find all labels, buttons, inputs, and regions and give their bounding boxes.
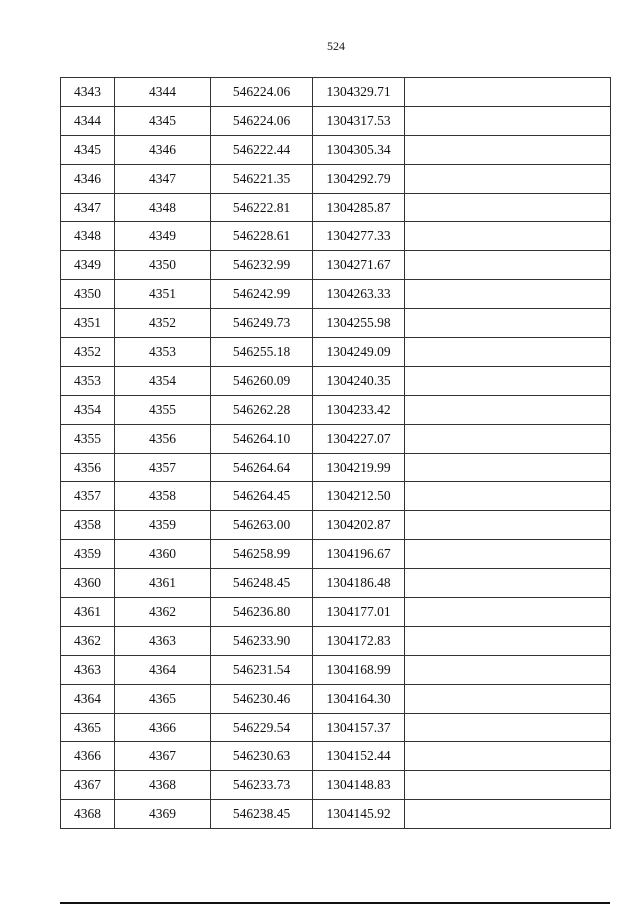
table-row: [61, 598, 611, 627]
table-cell: 4358: [115, 482, 211, 511]
table-cell: 1304277.33: [313, 222, 405, 251]
table-cell: [405, 453, 611, 482]
table-cell: 546262.28: [211, 395, 313, 424]
table-cell: [405, 598, 611, 627]
table-row: [61, 424, 611, 453]
table-body: [61, 78, 611, 829]
table-cell: 4357: [115, 453, 211, 482]
table-cell: 4352: [115, 309, 211, 338]
table-cell: 4350: [115, 251, 211, 280]
table-cell: 4356: [115, 424, 211, 453]
table-cell: 546258.99: [211, 540, 313, 569]
table-row: [61, 800, 611, 829]
table-row: [61, 366, 611, 395]
table-cell: 1304240.35: [313, 366, 405, 395]
table-cell: 4364: [115, 655, 211, 684]
table-cell: 4357: [61, 482, 115, 511]
table-cell: 4347: [115, 164, 211, 193]
table-cell: [405, 511, 611, 540]
table-cell: 546230.46: [211, 684, 313, 713]
table-cell: 4363: [115, 626, 211, 655]
table-cell: 4366: [61, 742, 115, 771]
table-cell: 4368: [61, 800, 115, 829]
table-cell: 4365: [115, 684, 211, 713]
table-cell: 546224.06: [211, 106, 313, 135]
table-cell: [405, 540, 611, 569]
table-cell: 4366: [115, 713, 211, 742]
table-cell: 1304249.09: [313, 338, 405, 367]
table-cell: [405, 424, 611, 453]
table-cell: [405, 626, 611, 655]
table-cell: 546249.73: [211, 309, 313, 338]
table-row: [61, 222, 611, 251]
table-cell: 546264.45: [211, 482, 313, 511]
table-cell: [405, 78, 611, 107]
table-cell: 1304292.79: [313, 164, 405, 193]
table-cell: 4360: [61, 569, 115, 598]
table-cell: 4369: [115, 800, 211, 829]
table-row: [61, 655, 611, 684]
table-row: [61, 713, 611, 742]
table-cell: 4343: [61, 78, 115, 107]
table-cell: [405, 800, 611, 829]
table-cell: 4359: [61, 540, 115, 569]
table-row: [61, 193, 611, 222]
table-cell: [405, 135, 611, 164]
table-cell: 546222.44: [211, 135, 313, 164]
table-cell: [405, 222, 611, 251]
table-cell: 546233.90: [211, 626, 313, 655]
table-cell: 1304255.98: [313, 309, 405, 338]
table-cell: [405, 251, 611, 280]
table-row: [61, 164, 611, 193]
table-cell: [405, 684, 611, 713]
table-cell: 4362: [61, 626, 115, 655]
table-cell: 4350: [61, 280, 115, 309]
table-cell: [405, 395, 611, 424]
coordinate-table: [60, 77, 611, 829]
table-cell: 546263.00: [211, 511, 313, 540]
table-cell: 4367: [115, 742, 211, 771]
table-cell: 1304233.42: [313, 395, 405, 424]
table-cell: 4344: [61, 106, 115, 135]
table-cell: 4354: [61, 395, 115, 424]
table-cell: 546248.45: [211, 569, 313, 598]
table-cell: 1304196.67: [313, 540, 405, 569]
table-cell: 1304168.99: [313, 655, 405, 684]
table-cell: 1304186.48: [313, 569, 405, 598]
table-row: [61, 511, 611, 540]
table-cell: 4345: [115, 106, 211, 135]
table-cell: 546255.18: [211, 338, 313, 367]
table-row: [61, 106, 611, 135]
table-cell: 1304152.44: [313, 742, 405, 771]
table-cell: 4351: [61, 309, 115, 338]
table-row: [61, 251, 611, 280]
table-cell: 546228.61: [211, 222, 313, 251]
table-cell: 546229.54: [211, 713, 313, 742]
table-cell: 1304202.87: [313, 511, 405, 540]
table-row: [61, 309, 611, 338]
table-cell: [405, 713, 611, 742]
table-cell: 4347: [61, 193, 115, 222]
table-row: [61, 338, 611, 367]
table-cell: [405, 280, 611, 309]
table-cell: 1304263.33: [313, 280, 405, 309]
table-row: [61, 684, 611, 713]
table-row: [61, 453, 611, 482]
table-cell: 546224.06: [211, 78, 313, 107]
table-cell: 1304227.07: [313, 424, 405, 453]
table-row: [61, 626, 611, 655]
table-cell: 546264.64: [211, 453, 313, 482]
table-cell: 1304212.50: [313, 482, 405, 511]
coordinate-table-container: [60, 77, 611, 829]
table-cell: 4361: [115, 569, 211, 598]
table-cell: [405, 569, 611, 598]
table-cell: 1304164.30: [313, 684, 405, 713]
table-row: [61, 569, 611, 598]
table-cell: 546236.80: [211, 598, 313, 627]
table-cell: 4354: [115, 366, 211, 395]
table-cell: 4349: [61, 251, 115, 280]
table-cell: 4352: [61, 338, 115, 367]
table-row: [61, 742, 611, 771]
table-cell: 4348: [115, 193, 211, 222]
table-cell: 4358: [61, 511, 115, 540]
table-cell: [405, 164, 611, 193]
table-cell: 4351: [115, 280, 211, 309]
table-cell: 4346: [115, 135, 211, 164]
table-cell: 1304219.99: [313, 453, 405, 482]
table-cell: 1304317.53: [313, 106, 405, 135]
table-cell: [405, 742, 611, 771]
table-cell: 4353: [115, 338, 211, 367]
table-cell: 546222.81: [211, 193, 313, 222]
table-cell: 4362: [115, 598, 211, 627]
table-cell: 1304305.34: [313, 135, 405, 164]
table-cell: 4349: [115, 222, 211, 251]
table-row: [61, 482, 611, 511]
table-cell: 4356: [61, 453, 115, 482]
table-cell: [405, 338, 611, 367]
table-cell: 546233.73: [211, 771, 313, 800]
table-row: [61, 135, 611, 164]
page-number: 524: [327, 39, 345, 53]
table-cell: 4367: [61, 771, 115, 800]
table-cell: 4344: [115, 78, 211, 107]
table-cell: 1304148.83: [313, 771, 405, 800]
table-cell: 546264.10: [211, 424, 313, 453]
table-cell: 4365: [61, 713, 115, 742]
table-cell: 4361: [61, 598, 115, 627]
table-cell: 4355: [115, 395, 211, 424]
table-cell: 1304329.71: [313, 78, 405, 107]
table-cell: 546260.09: [211, 366, 313, 395]
table-cell: [405, 482, 611, 511]
table-cell: 546221.35: [211, 164, 313, 193]
table-cell: 4368: [115, 771, 211, 800]
table-cell: [405, 655, 611, 684]
table-cell: 1304145.92: [313, 800, 405, 829]
table-cell: 4355: [61, 424, 115, 453]
table-row: [61, 78, 611, 107]
table-cell: 4348: [61, 222, 115, 251]
table-cell: 546242.99: [211, 280, 313, 309]
table-cell: [405, 309, 611, 338]
table-cell: 4346: [61, 164, 115, 193]
table-cell: 1304157.37: [313, 713, 405, 742]
table-row: [61, 771, 611, 800]
table-cell: 1304285.87: [313, 193, 405, 222]
table-cell: 546230.63: [211, 742, 313, 771]
table-cell: [405, 366, 611, 395]
table-row: [61, 540, 611, 569]
table-cell: 1304177.01: [313, 598, 405, 627]
table-row: [61, 395, 611, 424]
table-cell: 546231.54: [211, 655, 313, 684]
table-cell: 4345: [61, 135, 115, 164]
table-cell: [405, 193, 611, 222]
table-cell: [405, 106, 611, 135]
table-cell: 4353: [61, 366, 115, 395]
table-row: [61, 280, 611, 309]
table-cell: 1304172.83: [313, 626, 405, 655]
table-cell: 4360: [115, 540, 211, 569]
table-cell: 4359: [115, 511, 211, 540]
table-cell: 546232.99: [211, 251, 313, 280]
table-cell: 1304271.67: [313, 251, 405, 280]
footer-rule: [60, 902, 610, 904]
table-cell: [405, 771, 611, 800]
table-cell: 4363: [61, 655, 115, 684]
table-cell: 4364: [61, 684, 115, 713]
table-cell: 546238.45: [211, 800, 313, 829]
